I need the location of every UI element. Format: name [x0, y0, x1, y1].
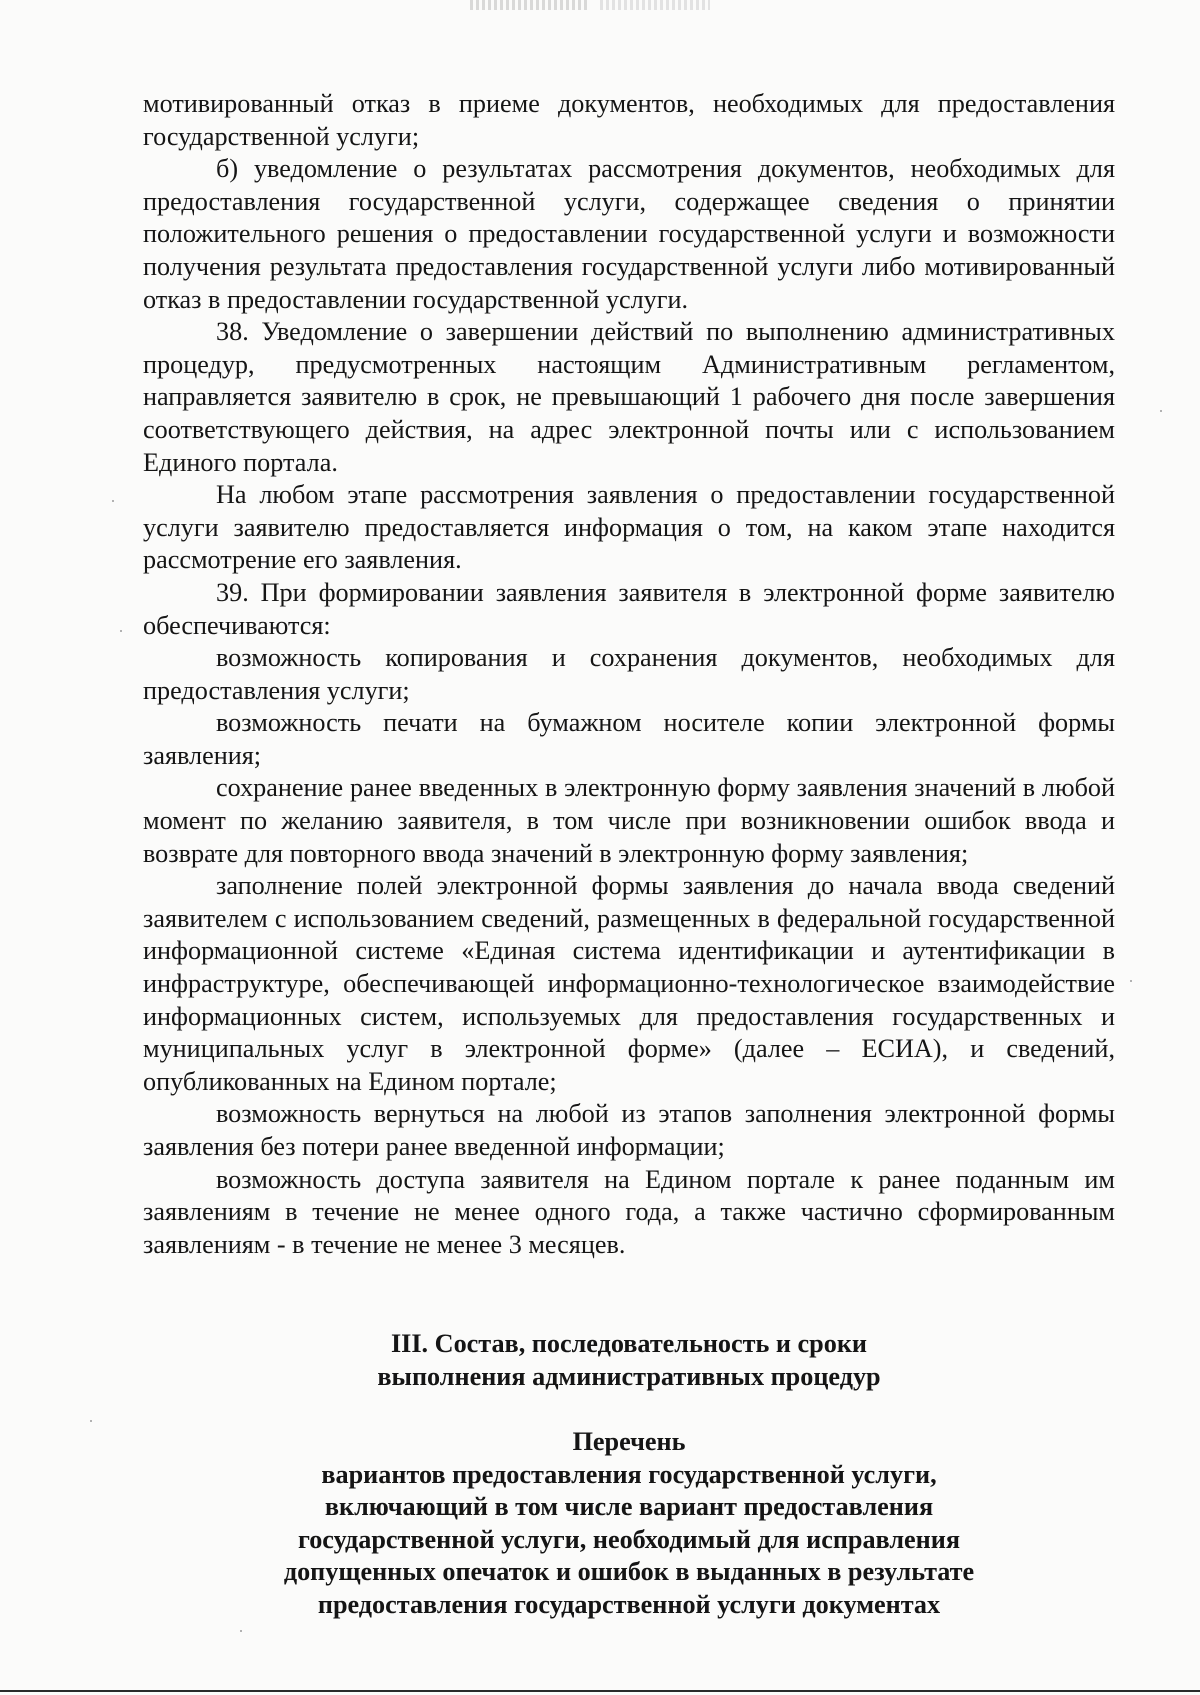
section-heading — [143, 1328, 1115, 1393]
paragraph: возможность печати на бумажном носителе копии электронной формы заявления; — [143, 708, 1115, 770]
paragraph: 38. Уведомление о завершении действий по выполнению административных процедур, предусмотренных настоящим Административным регламентом, направляется заявителю в срок, не превышающий 1 рабочего дня после завершения соответствующего действия, на адрес электронной почты или с использованием Единого портала. — [143, 317, 1115, 477]
scan-speck — [240, 1630, 242, 1632]
list-heading-title: Перечень — [572, 1427, 686, 1456]
list-heading-line: вариантов предоставления государственной услуги, — [321, 1459, 937, 1489]
page-bottom-edge — [0, 1690, 1200, 1692]
list-heading-line: предоставления государственной услуги документах — [317, 1589, 941, 1619]
scan-speck — [90, 1420, 92, 1422]
scan-speck — [1160, 410, 1162, 412]
scan-speck — [1130, 980, 1132, 982]
paragraph: возможность вернуться на любой из этапов заполнения электронной формы заявления без потери ранее введенной информации; — [143, 1099, 1115, 1161]
scan-artifact — [600, 0, 710, 10]
body-text — [143, 88, 1115, 1261]
paragraph: мотивированный отказ в приеме документов, необходимых для предоставления государственной услуги; — [143, 89, 1115, 151]
paragraph: б) уведомление о результатах рассмотрения документов, необходимых для предоставления государственной услуги, содержащее сведения о принятии положительного решения о предоставлении государственной услуги и возможности получения результата предоставления государственной услуги либо мотивированный отказ в предоставлении государственной услуги. — [143, 154, 1115, 314]
paragraph: возможность копирования и сохранения документов, необходимых для предоставления услуги; — [143, 643, 1115, 705]
scan-speck — [120, 630, 122, 632]
scan-artifact — [470, 0, 590, 10]
list-heading-line: допущенных опечаток и ошибок в выданных в результате — [283, 1557, 975, 1587]
paragraph: заполнение полей электронной формы заявления до начала ввода сведений заявителем с использованием сведений, размещенных в федеральной государственной информационной системе «Единая система идентификации и аутентификации в инфраструктуре, обеспечивающей информационно-технологическое взаимодействие информационных систем, используемых для предоставления государственных и муниципальных услуг в электронной форме» (далее – ЕСИА), и сведений, опубликованных на Едином портале; — [143, 871, 1115, 1096]
list-heading — [143, 1426, 1115, 1622]
section-heading-line: III. Состав, последовательность и сроки — [390, 1329, 868, 1358]
paragraph: сохранение ранее введенных в электронную форму заявления значений в любой момент по желанию заявителя, в том числе при возникновении ошибок ввода и возврате для повторного ввода значений в электронную форму заявления; — [143, 773, 1115, 868]
list-heading-line: включающий в том числе вариант предоставления — [324, 1492, 934, 1522]
section-heading-line: выполнения административных процедур — [377, 1361, 881, 1391]
paragraph: возможность доступа заявителя на Едином портале к ранее поданным им заявлениям в течение не менее одного года, а также частично сформированным заявлениям - в течение не менее 3 месяцев. — [143, 1164, 1115, 1259]
paragraph: 39. При формировании заявления заявителя в электронной форме заявителю обеспечиваются: — [143, 577, 1115, 640]
list-heading-line: государственной услуги, необходимый для исправления — [297, 1524, 961, 1554]
paragraph: На любом этапе рассмотрения заявления о предоставлении государственной услуги заявителю предоставляется информация о том, на каком этапе находится рассмотрение его заявления. — [143, 480, 1115, 575]
scan-speck — [112, 500, 114, 502]
